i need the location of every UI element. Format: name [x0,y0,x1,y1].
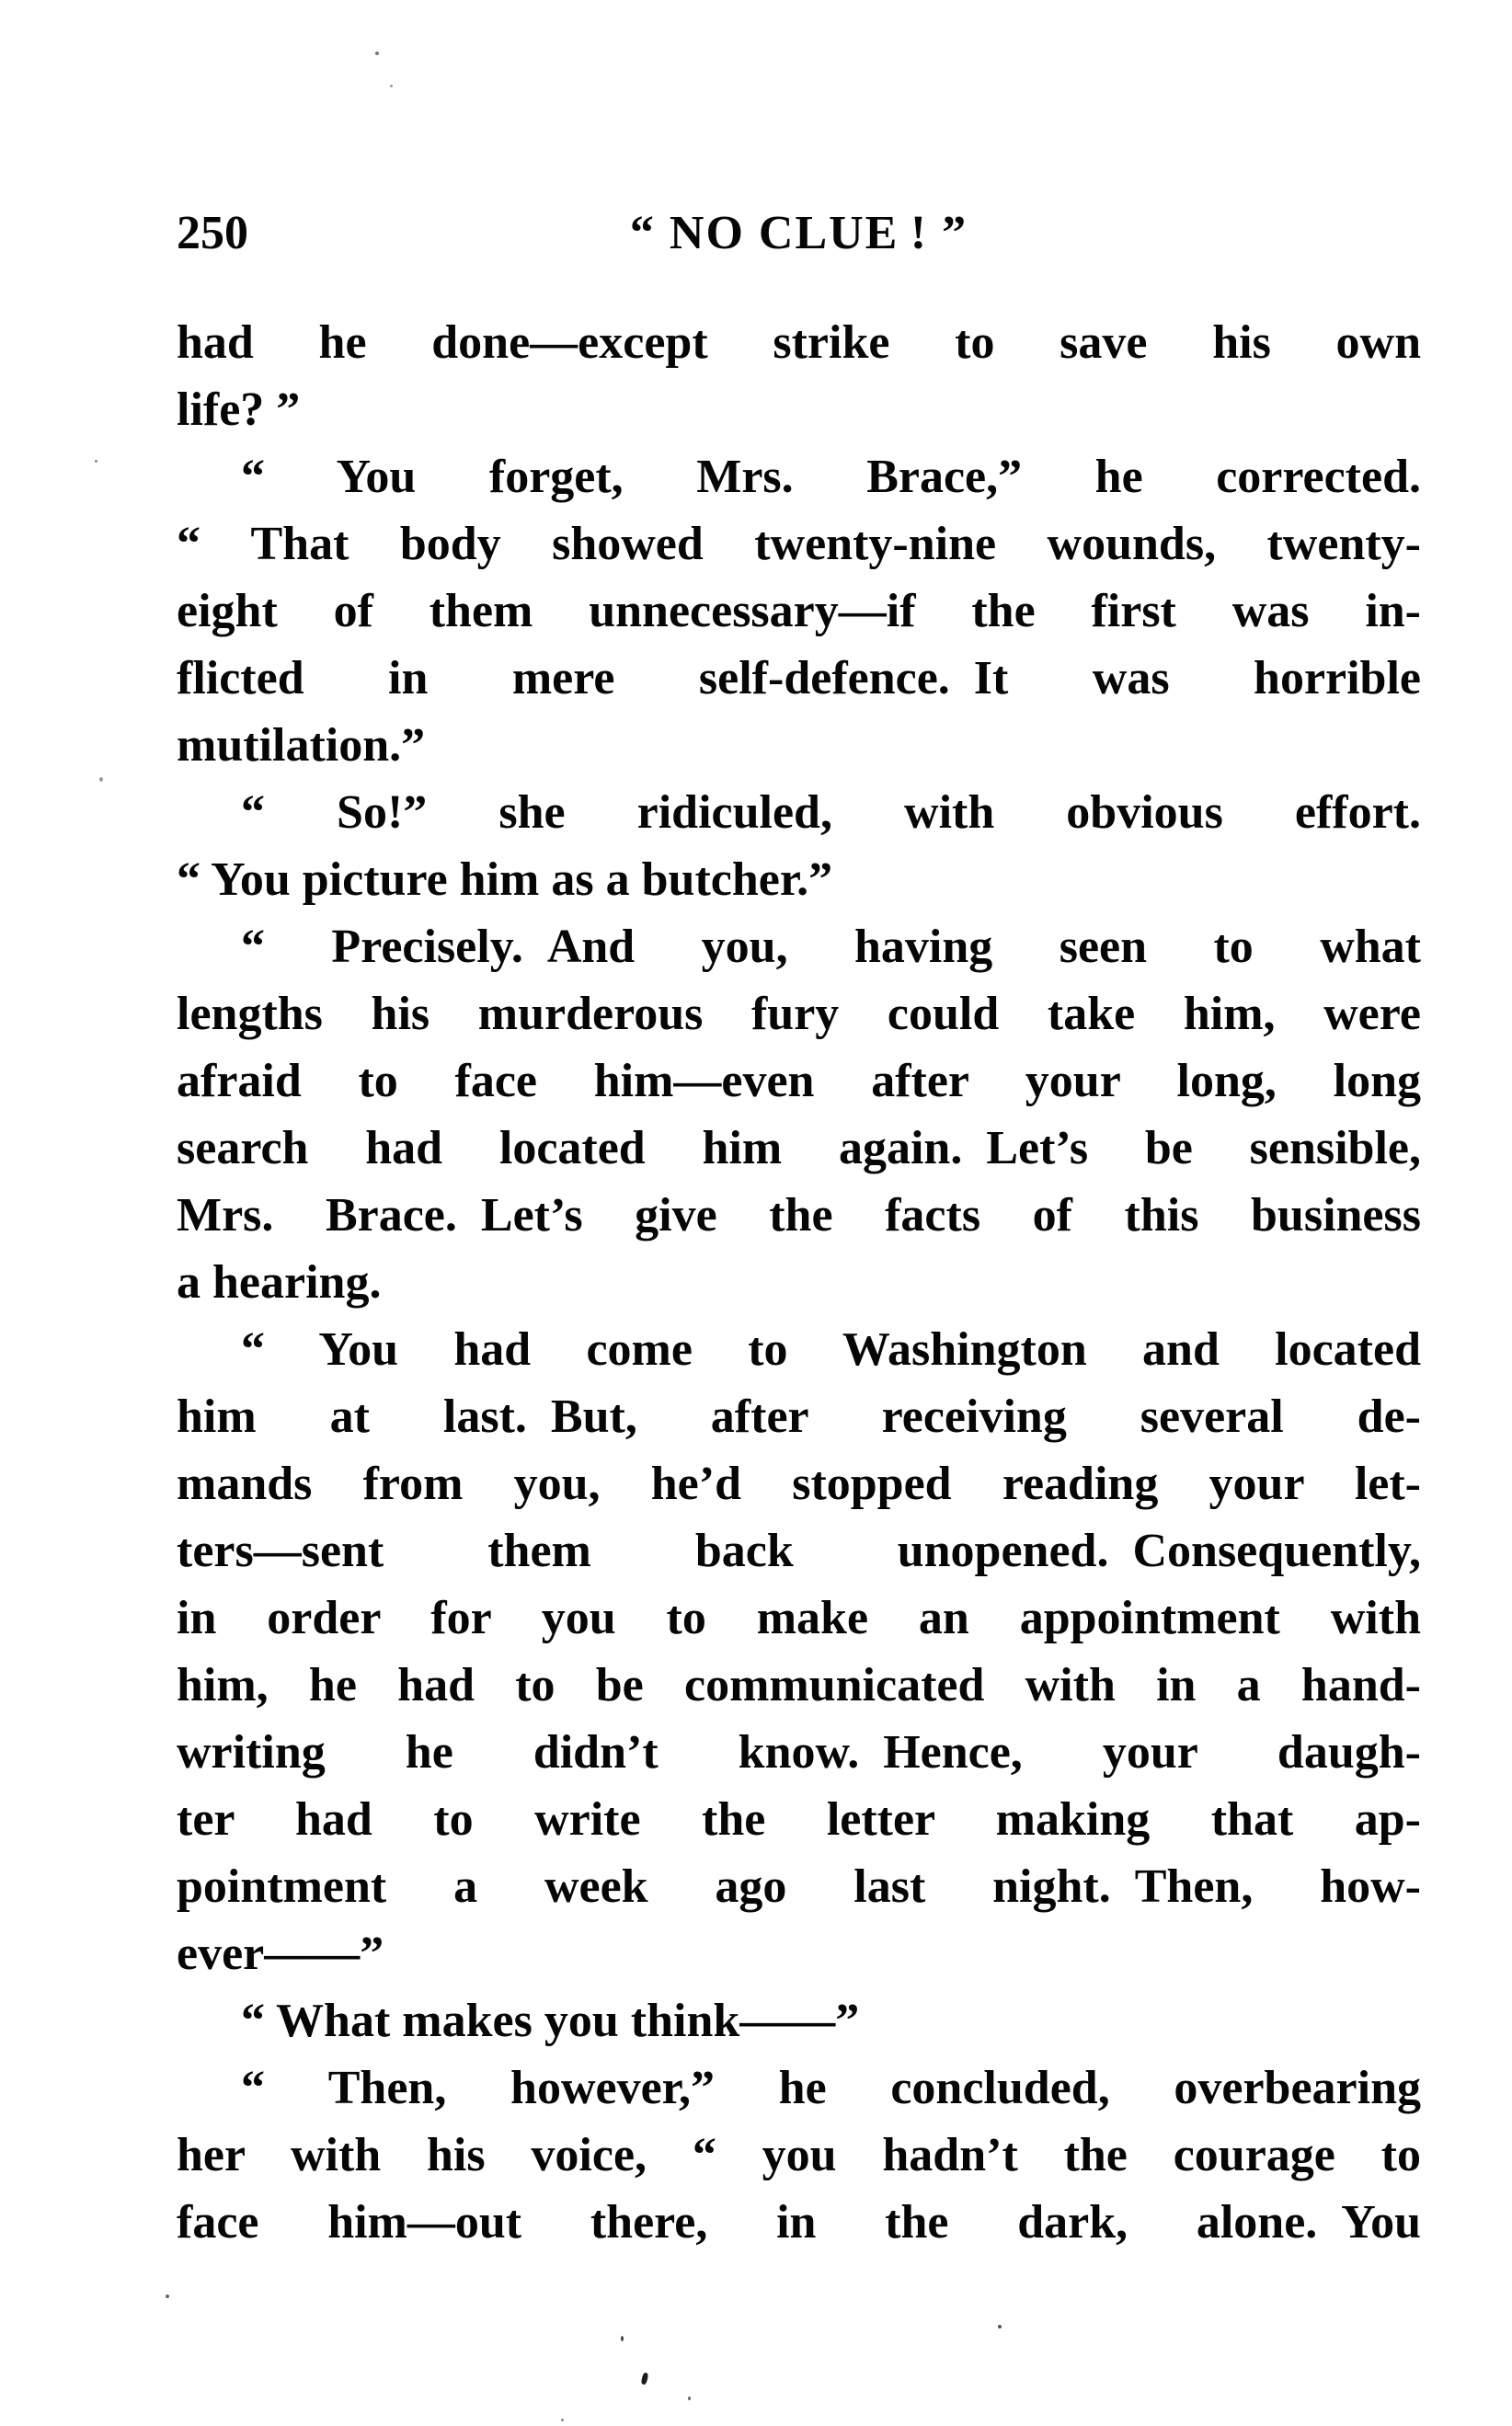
scan-speck [998,2325,1002,2329]
text-line: “ That body showed twenty-nine wounds, twenty- [177,518,1421,570]
running-header [177,208,1421,263]
scan-speck [390,85,393,87]
text-line: in order for you to make an appointment with [177,1592,1421,1644]
text-line: ter had to write the letter making that ap- [177,1793,1421,1846]
text-block [177,309,1421,2256]
text-line: lengths his murderous fury could take him, were [177,988,1421,1040]
text-line: Mrs. Brace. Let’s give the facts of this business [177,1189,1421,1242]
text-line: afraid to face him—even after your long, long [177,1055,1421,1107]
text-line: eight of them unnecessary—if the first was in- [177,585,1421,637]
text-line: “ You had come to Washington and located [241,1323,1421,1376]
text-line: “ So!” she ridiculed, with obvious effort. [241,786,1421,839]
scan-speck [561,2419,564,2421]
scan-speck [621,2336,624,2341]
page-number: 250 [177,207,248,259]
text-line: “ You forget, Mrs. Brace,” he corrected. [241,451,1421,503]
text-line: face him—out there, in the dark, alone. You [177,2196,1421,2249]
scan-speck [99,777,103,782]
text-line: had he done—except strike to save his own [177,316,1421,369]
text-line: flicted in mere self-defence. It was horrible [177,652,1421,704]
text-line: ever——” [177,1928,384,1980]
text-line: a hearing. [177,1256,382,1309]
text-line: “ Precisely. And you, having seen to what [241,921,1421,973]
text-line: mutilation.” [177,719,426,772]
text-line: “ Then, however,” he concluded, overbearing [241,2062,1421,2114]
scan-speck [688,2397,691,2400]
text-line: her with his voice, “ you hadn’t the courage to [177,2129,1421,2181]
text-line: ters—sent them back unopened. Consequently, [177,1525,1421,1577]
text-line: mands from you, he’d stopped reading your let- [177,1458,1421,1510]
text-line: pointment a week ago last night. Then, how- [177,1860,1421,1913]
scan-speck [95,460,97,463]
scan-speck [166,2294,169,2298]
text-line: him, he had to be communicated with in a hand- [177,1659,1421,1711]
text-line: “ What makes you think——” [241,1995,860,2047]
text-line: search had located him again. Let’s be sensible, [177,1122,1421,1174]
running-title: “ NO CLUE ! ” [629,207,968,259]
text-line: “ You picture him as a butcher.” [177,853,833,906]
text-line: writing he didn’t know. Hence, your daugh- [177,1726,1421,1779]
text-line: life? ” [177,383,301,436]
scan-speck [375,51,379,55]
text-line: him at last. But, after receiving several de- [177,1390,1421,1443]
scan-speck [641,2372,649,2385]
